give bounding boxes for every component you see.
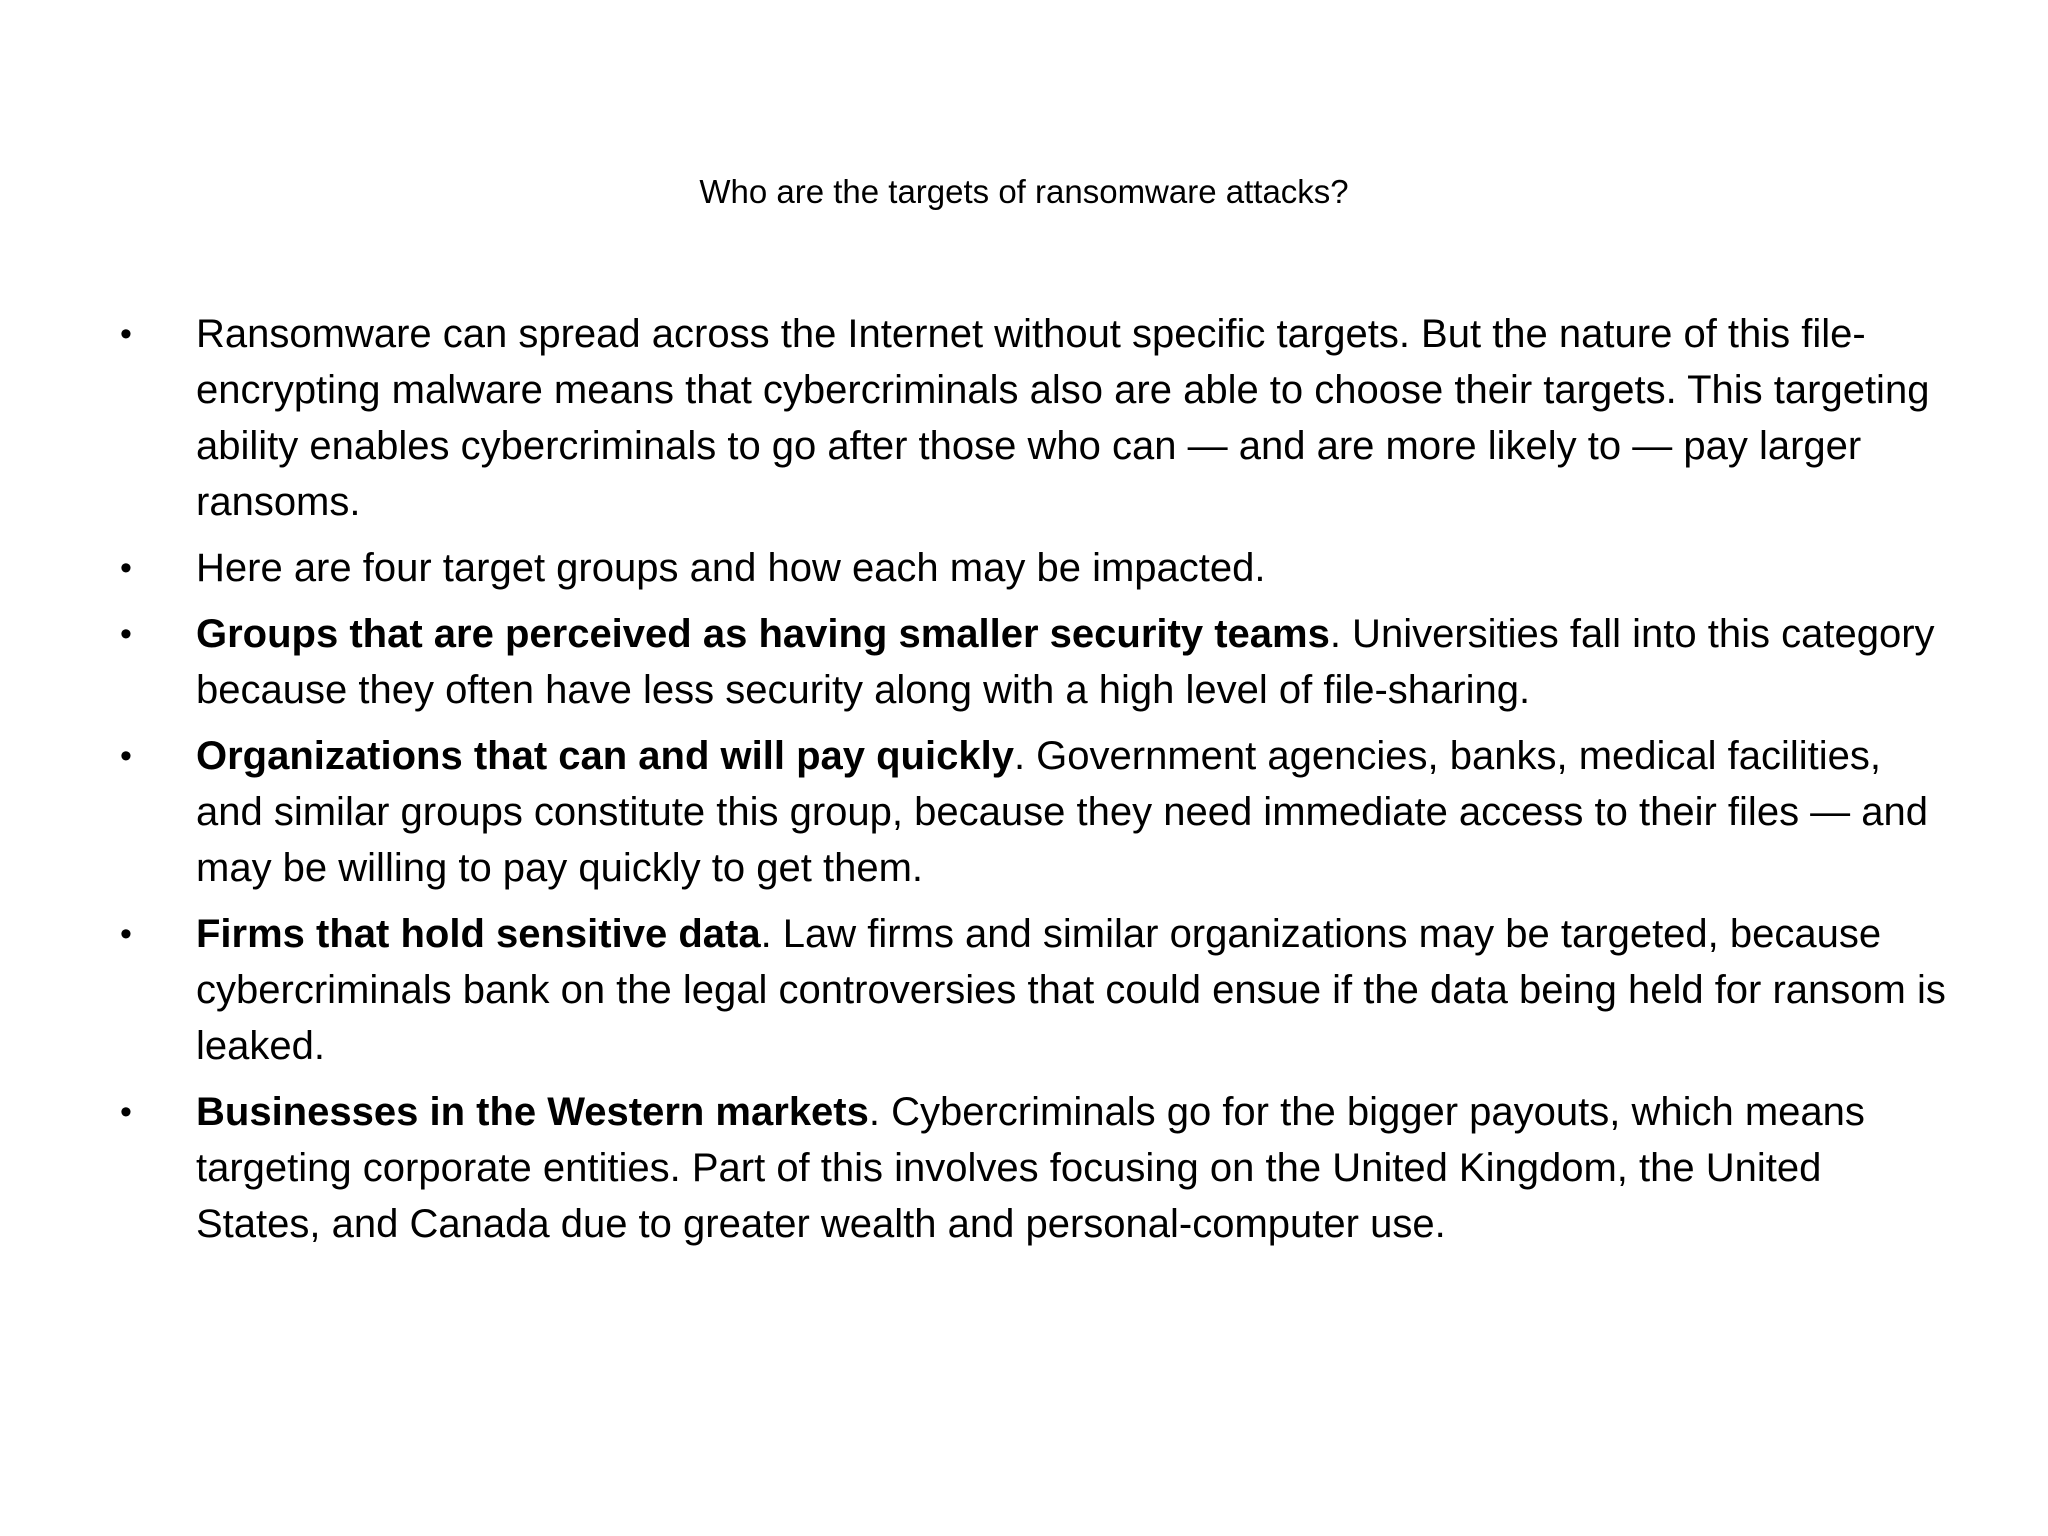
slide-title: Who are the targets of ransomware attacks? — [699, 173, 1349, 210]
bullet-item-sensitive-data — [120, 906, 1950, 1074]
bullet-bold-text: Groups that are perceived as having smaller security teams — [196, 612, 1330, 656]
bullet-dot-icon: • — [120, 1093, 132, 1131]
bullet-bold-text: Firms that hold sensitive data — [196, 912, 761, 956]
bullet-item-overview — [120, 540, 1950, 596]
bullet-item-intro — [120, 306, 1950, 530]
bullet-item-small-security-teams — [120, 606, 1950, 718]
bullet-text: . Government agencies, banks, medical facilities, and similar groups constitute this group, because they need immediate access to their files — and may be willing to pay quickly to get them. — [196, 734, 1929, 890]
bullet-list — [120, 306, 1950, 1262]
bullet-text: . Cybercriminals go for the bigger payouts, which means targeting corporate entities. Part of this involves focusing on the United Kingdom, the United States, and Canada due to greater wealth and personal-computer use. — [196, 1090, 1865, 1246]
bullet-bold-text: Organizations that can and will pay quickly — [196, 734, 1014, 778]
bullet-dot-icon: • — [120, 915, 132, 953]
bullet-dot-icon: • — [120, 737, 132, 775]
bullet-bold-text: Businesses in the Western markets — [196, 1090, 869, 1134]
bullet-text: . Law firms and similar organizations may be targeted, because cybercriminals bank on the legal controversies that could ensue if the data being held for ransom is leaked. — [196, 912, 1946, 1068]
bullet-dot-icon: • — [120, 615, 132, 653]
bullet-dot-icon: • — [120, 549, 132, 587]
bullet-dot-icon: • — [120, 315, 132, 353]
bullet-text: Here are four target groups and how each may be impacted. — [196, 546, 1266, 590]
bullet-item-pay-quickly — [120, 728, 1950, 896]
bullet-item-western-markets — [120, 1084, 1950, 1252]
bullet-text: Ransomware can spread across the Internet without specific targets. But the nature of this file-encrypting malware means that cybercriminals also are able to choose their targets. This targeting ability enables cybercriminals to go after those who can — and are more likely to — pay larger ransoms. — [196, 312, 1930, 524]
bullet-text: . Universities fall into this category because they often have less security along with a high level of file-sharing. — [196, 612, 1935, 712]
